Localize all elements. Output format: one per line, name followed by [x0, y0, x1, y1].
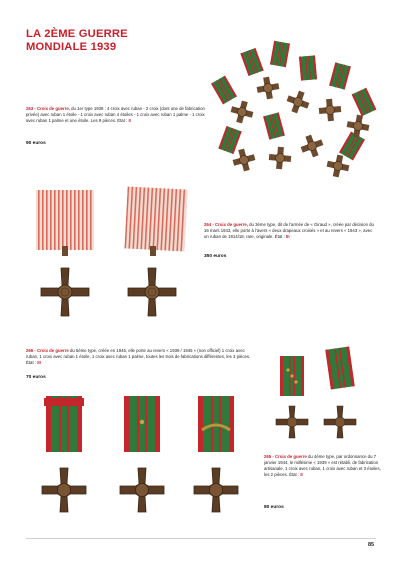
lot-number: 263 - [26, 106, 36, 111]
page-title [26, 28, 128, 54]
lot-state: III [285, 234, 290, 239]
lot-name: Croix de guerre [275, 454, 307, 459]
lot-266-price: 70 euros [26, 375, 46, 380]
lot-name: Croix de guerre, [37, 106, 70, 111]
lot-263-photo [204, 36, 382, 182]
lot-state: III [37, 360, 41, 365]
lot-name: Croix de guerre, [215, 222, 248, 227]
lot-263-description [26, 106, 206, 124]
lot-number: 265 - [264, 454, 274, 459]
lot-265-description [264, 454, 382, 478]
lot-text: du 5ème type, créée en 1945, elle porte au revers « 1939 / 1945 » (non officiel) 1 croix avec ruban, 1 croix avec ruban 1 étoile, 1 croix avec ruban 1 palme, toutes les trois de fabrications différentes, les 3 pièces. État : [26, 348, 251, 365]
lot-number: 266 - [26, 348, 36, 353]
lot-state: II [300, 472, 303, 477]
page-title-line-2: MONDIALE 1939 [26, 41, 117, 53]
lot-265-photo [268, 340, 378, 446]
lot-264-description [204, 222, 376, 240]
lot-text: du 1er type 1939 : 4 croix avec ruban - 2 croix (dont une de fabrication privée) avec ruban 1 étoile - 1 croix avec ruban 4 étoiles - 1 croix avec ruban 1 palme - 1 croix avec ruban 1 palme et une étoile. Les 9 pièces. État : [26, 106, 205, 123]
page-title-line-1: LA 2ÈME GUERRE [26, 28, 128, 40]
lot-265-price: 80 euros [264, 505, 284, 510]
lot-text: du 3ème type, dit de l'armée de « Giraud », créée par décision du 16 mars 1943, elle porte à l'avers « deux drapeaux croisés » et au revers « 1943 », avec un ruban de 1914/18, rare, originale. État : [204, 222, 374, 239]
lot-number: 264 - [204, 222, 214, 227]
lot-264-photo [30, 186, 200, 330]
lot-264-price: 350 euros [204, 254, 227, 259]
lot-state: II [128, 118, 131, 123]
page-number: 85 [368, 542, 374, 548]
lot-text: du 4ème type, par ordonnance du 7 janvier 1944, le millésime « 1939 » est rétabli, de fabrication artisanale, 1 croix avec ruban, 1 croix avec ruban et 3 étoiles, les 2 pièces. État : [264, 454, 381, 477]
footer-divider [26, 538, 376, 539]
lot-name: Croix de guerre [37, 348, 69, 353]
lot-266-description [26, 348, 254, 366]
lot-266-photo [30, 390, 252, 528]
lot-263-price: 90 euros [26, 141, 46, 146]
